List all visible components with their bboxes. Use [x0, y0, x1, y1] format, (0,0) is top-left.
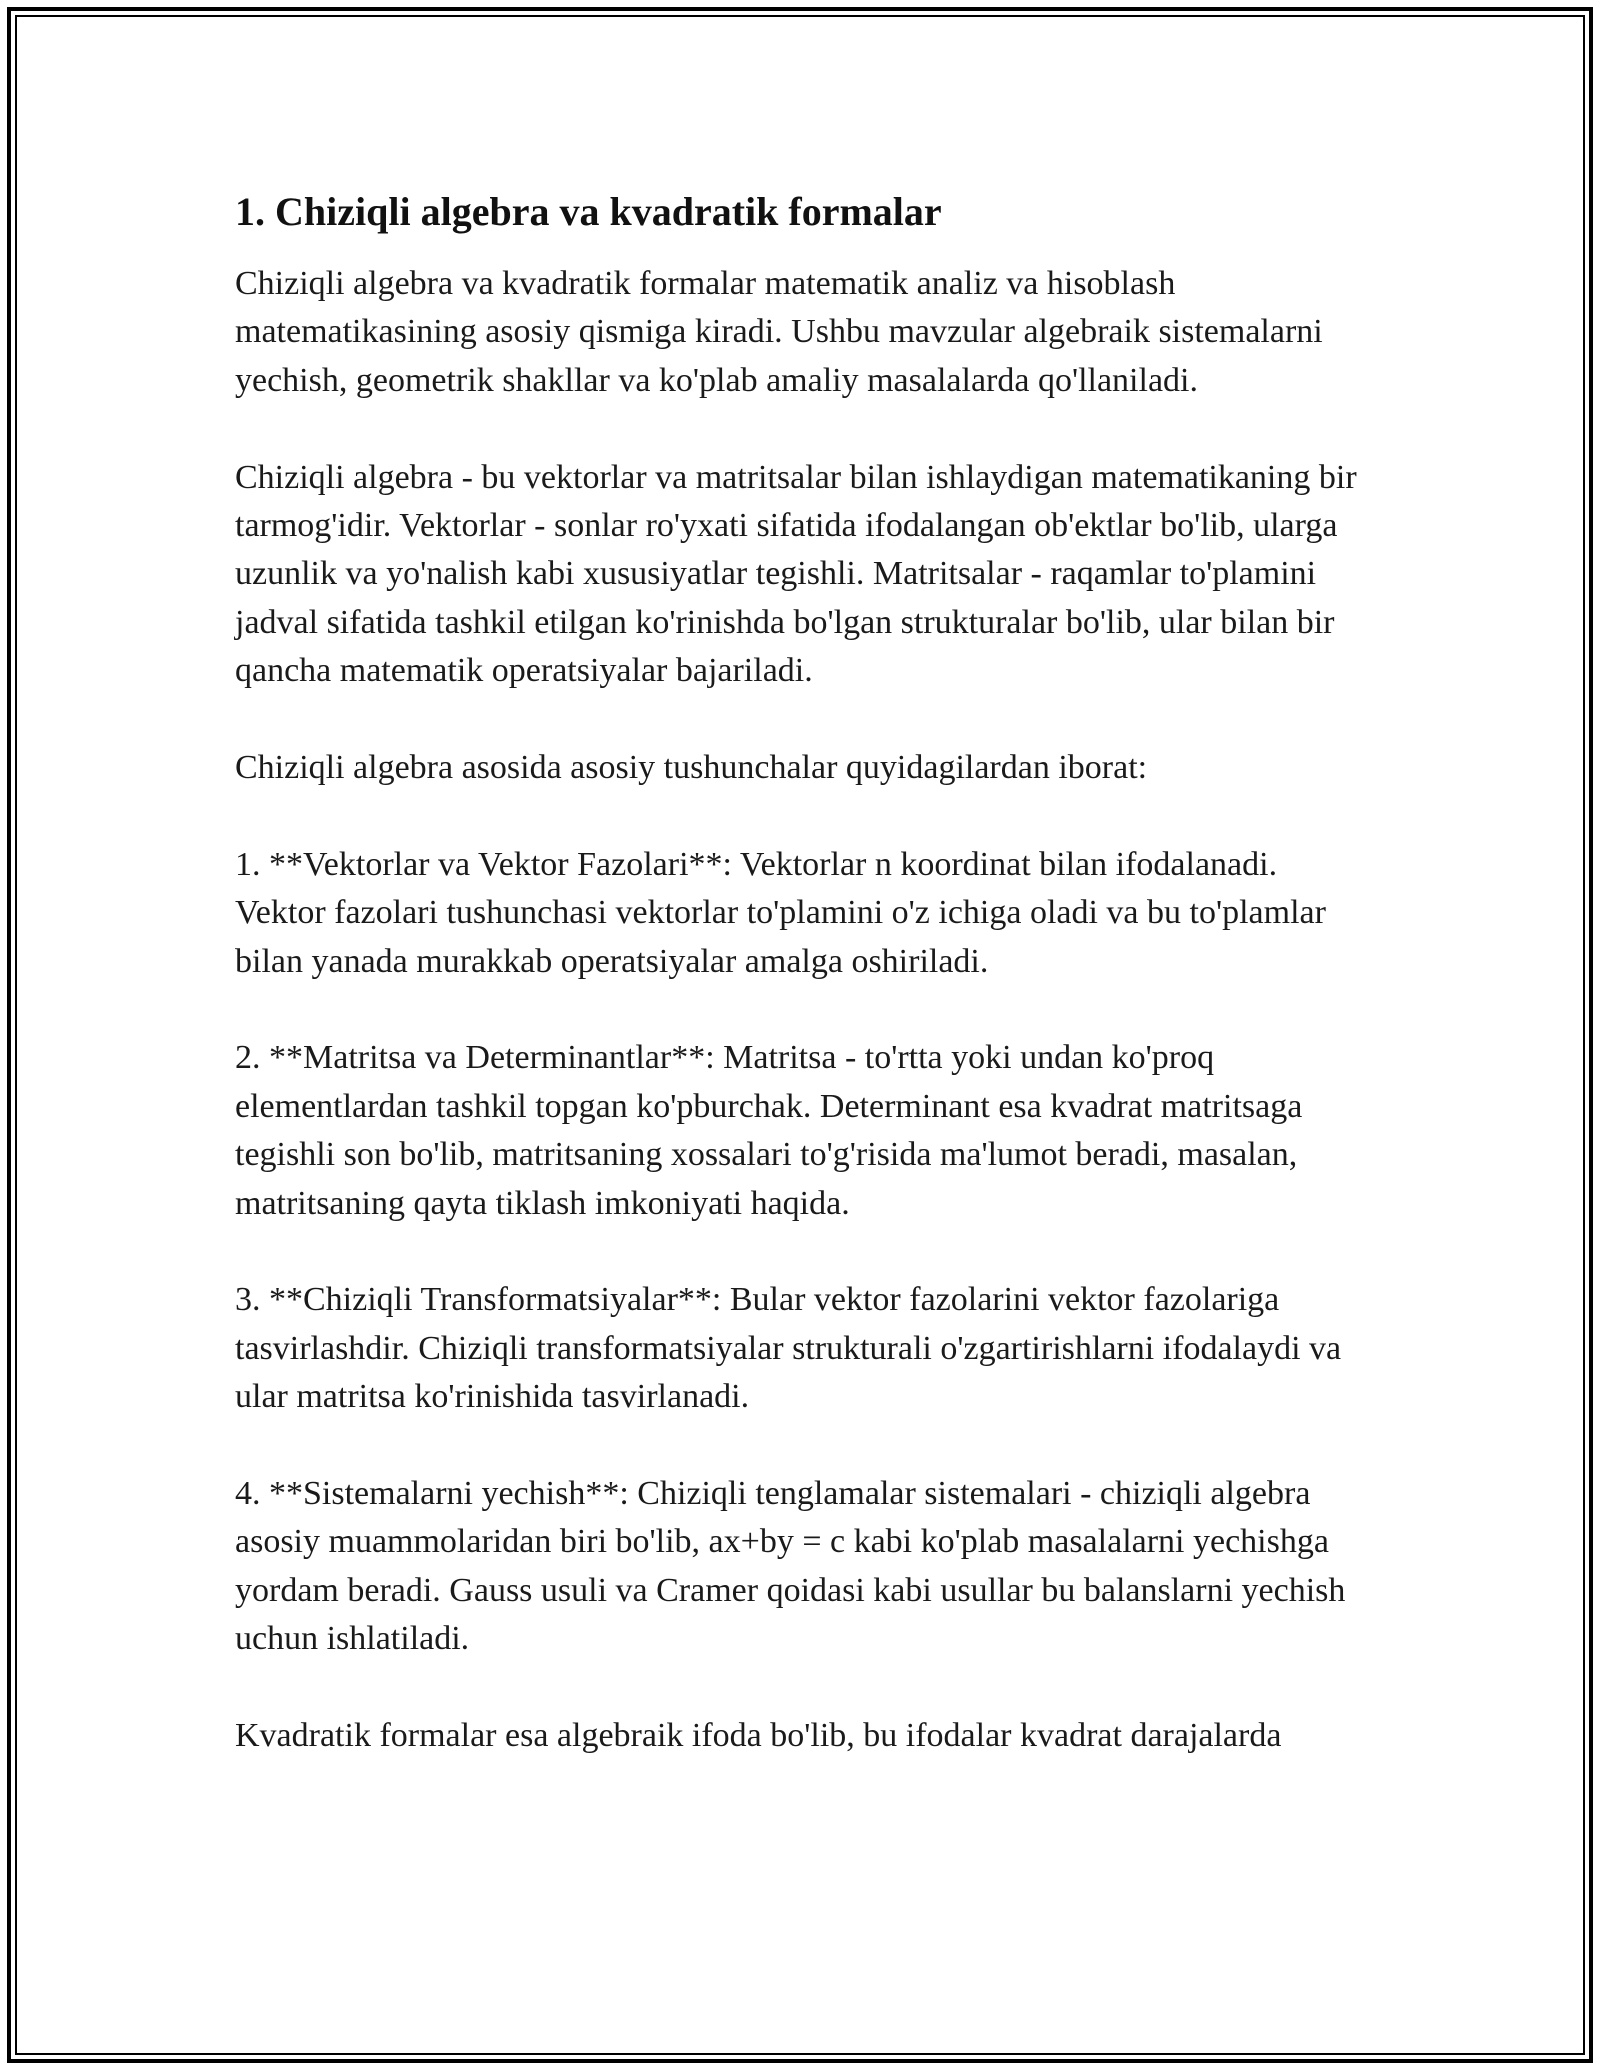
paragraph-basic-concepts: Chiziqli algebra asosida asosiy tushunchalar quyidagilardan iborat:: [235, 749, 1148, 787]
list-item-matrices: 2. **Matritsa va Determinantlar**: Matritsa - to'rtta yoki undan ko'proq elementlardan tashkil topgan ko'pburchak. Determinant esa kvadrat matritsaga tegishli son bo'lib, matritsaning xossalari to'g'risida ma'lumot beradi, masalan, matritsaning qayta tiklash imkoniyati haqida.: [235, 1039, 1303, 1222]
paragraph-quadratic-forms: Kvadratik formalar esa algebraik ifoda bo'lib, bu ifodalar kvadrat darajalarda: [235, 1717, 1282, 1755]
section-heading: 1. Chiziqli algebra va kvadratik formalar: [235, 189, 942, 234]
list-item-systems: 4. **Sistemalarni yechish**: Chiziqli tenglamalar sistemalari - chiziqli algebra asosiy muammolaridan biri bo'lib, ax+by = c kabi ko'plab masalalarni yechishga yordam beradi. Gauss usuli va Cramer qoidasi kabi usullar bu balanslarni yechish uchun ishlatiladi.: [235, 1475, 1346, 1658]
paragraph-linear-algebra-definition: Chiziqli algebra - bu vektorlar va matritsalar bilan ishlaydigan matematikaning bir tarmog'idir. Vektorlar - sonlar ro'yxati sifatida ifodalangan ob'ektlar bo'lib, ularga uzunlik va yo'nalish kabi xususiyatlar tegishli. Matritsalar - raqamlar to'plamini jadval sifatida tashkil etilgan ko'rinishda bo'lgan strukturalar bo'lib, ular bilan bir qancha matematik operatsiyalar bajariladi.: [235, 458, 1357, 690]
list-item-transformations: 3. **Chiziqli Transformatsiyalar**: Bular vektor fazolarini vektor fazolariga tasvirlashdir. Chiziqli transformatsiyalar strukturali o'zgartirishlarni ifodalaydi va ular matritsa ko'rinishida tasvirlanadi.: [235, 1281, 1342, 1416]
paragraph-intro: Chiziqli algebra va kvadratik formalar matematik analiz va hisoblash matematikasining asosiy qismiga kiradi. Ushbu mavzular algebraik sistemalarni yechish, geometrik shakllar va ko'plab amaliy masalalarda qo'llaniladi.: [235, 265, 1323, 399]
document-body: [235, 186, 1375, 1760]
list-item-vectors: 1. **Vektorlar va Vektor Fazolari**: Vektorlar n koordinat bilan ifodalanadi. Vektor fazolari tushunchasi vektorlar to'plamini o'z ichiga oladi va bu to'plamlar bilan yanada murakkab operatsiyalar amalga oshiriladi.: [235, 845, 1326, 980]
